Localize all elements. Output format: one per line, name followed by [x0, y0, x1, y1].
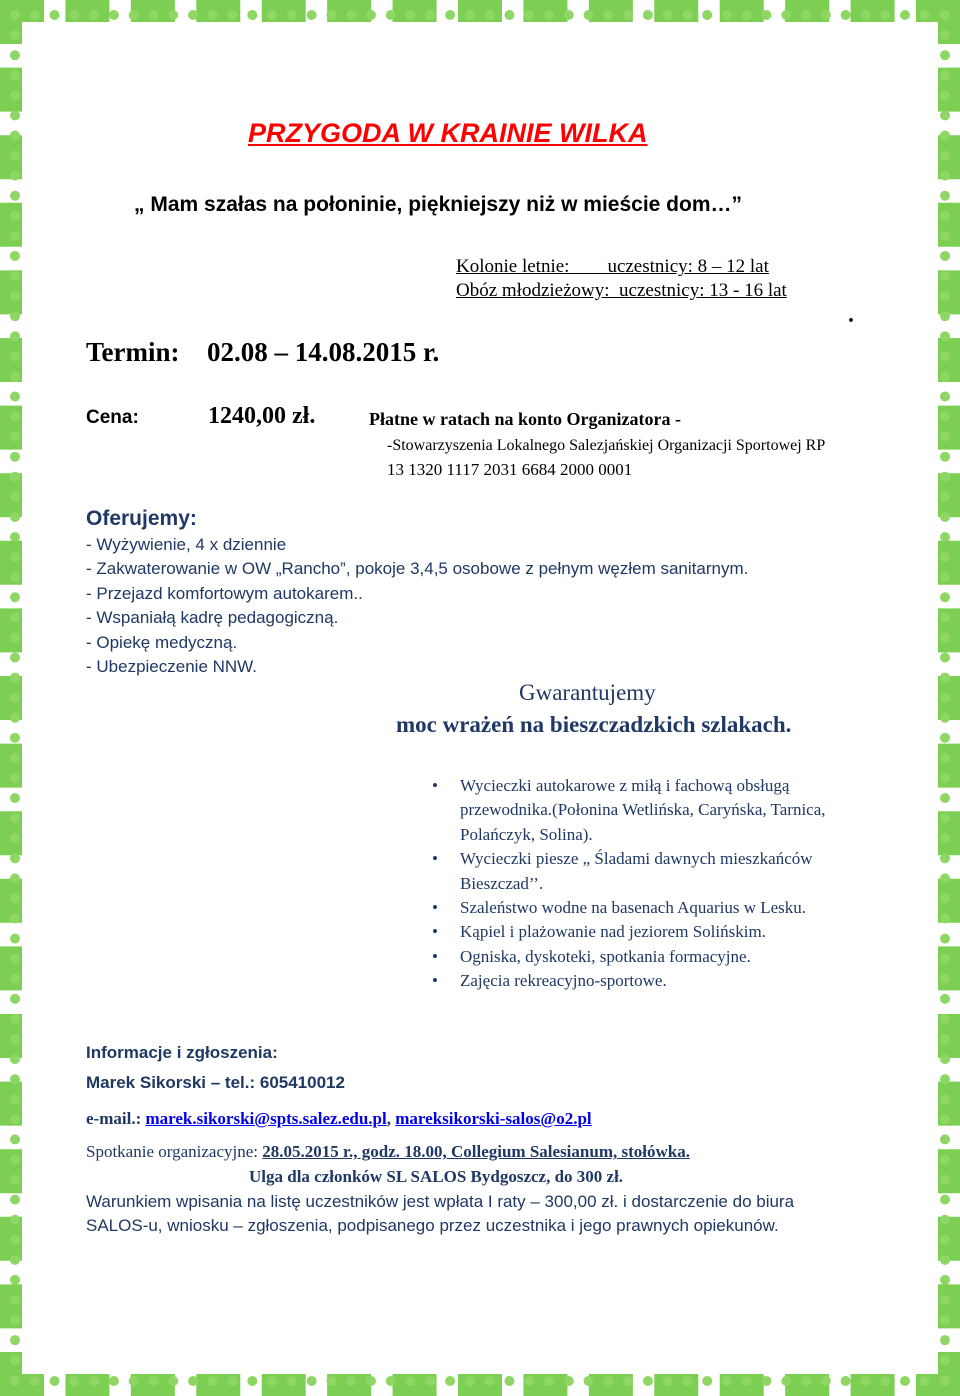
contact-person: Marek Sikorski – tel.: 605410012 — [86, 1073, 345, 1092]
email-link-primary[interactable]: marek.sikorski@spts.salez.edu.pl — [145, 1109, 387, 1128]
bullet-icon: • — [432, 849, 438, 869]
bullet-icon: • — [432, 776, 438, 795]
offer-item: - Opiekę medyczną. — [86, 632, 238, 652]
offer-item: - Wspaniałą kadrę pedagogiczną. — [86, 608, 339, 628]
meeting-details: 28.05.2015 r., godz. 18.00, Collegium Salesianum, stołówka. — [262, 1142, 690, 1161]
organization-name: -Stowarzyszenia Lokalnego Salezjańskiej Organizacji Sportowej RP — [387, 437, 826, 454]
meeting-label: Spotkanie organizacyjne: — [86, 1142, 258, 1161]
stray-dot: . — [848, 302, 854, 328]
email-separator: , — [386, 1109, 391, 1128]
bullet-icon: • — [432, 971, 438, 991]
email-line — [86, 1109, 592, 1129]
bullet-icon: • — [432, 946, 438, 966]
bullet-icon: • — [432, 898, 438, 918]
offer-list — [86, 533, 748, 679]
payment-note: Płatne w ratach na konto Organizatora - — [369, 409, 681, 429]
offer-heading: Oferujemy: — [86, 507, 197, 530]
motto: „ Mam szałas na połoninie, piękniejszy niż w mieście dom…” — [134, 193, 743, 216]
list-item: • Wycieczki piesze „ Śladami dawnych mieszkańców Bieszczad’’. — [432, 849, 813, 893]
email-label: e-mail.: — [86, 1109, 142, 1128]
contact-heading: Informacje i zgłoszenia: — [86, 1043, 278, 1062]
page-title: PRZYGODA W KRAINIE WILKA — [248, 118, 648, 148]
offer-item: - Przejazd komfortowym autokarem.. — [86, 583, 363, 603]
offer-item: - Zakwaterowanie w OW „Rancho”, pokoje 3,4,5 osobowe z pełnym węzłem sanitarnym. — [86, 559, 749, 579]
list-item: • Zajęcia rekreacyjno-sportowe. — [460, 969, 860, 993]
term-label: Termin: — [86, 337, 180, 367]
activities-list — [432, 774, 860, 994]
camp-type-youth: Obóz młodzieżowy: uczestnicy: 13 - 16 lat — [456, 280, 787, 301]
list-item: • Szaleństwo wodne na basenach Aquarius w Lesku. — [460, 896, 860, 920]
registration-condition: Warunkiem wpisania na listę uczestników jest wpłata I raty – 300,00 zł. i dostarczenie do biura SALOS-u, wniosku – zgłoszenia, podpisanego przez uczestnika i jego prawnych opiekunów. — [86, 1192, 795, 1235]
guarantee-subheading: moc wrażeń na bieszczadzkich szlakach. — [396, 712, 792, 737]
list-item: • Kąpiel i plażowanie nad jeziorem Solińskim. — [460, 920, 860, 944]
list-item: • Wycieczki autokarowe z miłą i fachową obsługą przewodnika.(Połonina Wetlińska, Caryńska, Tarnica, Polańczyk, Solina). — [432, 776, 826, 844]
price-label: Cena: — [86, 407, 139, 428]
email-link-secondary[interactable]: mareksikorski-salos@o2.pl — [395, 1109, 592, 1128]
price-value: 1240,00 zł. — [208, 403, 316, 429]
guarantee-heading: Gwarantujemy — [519, 680, 656, 705]
bank-account: 13 1320 1117 2031 6684 2000 0001 — [387, 460, 633, 479]
discount-note: Ulga dla członków SL SALOS Bydgoszcz, do 300 zł. — [249, 1167, 624, 1186]
term-value: 02.08 – 14.08.2015 r. — [207, 337, 440, 367]
bullet-icon: • — [432, 922, 438, 942]
term — [86, 337, 440, 368]
offer-item: - Ubezpieczenie NNW. — [86, 657, 258, 677]
camp-type-colony: Kolonie letnie: uczestnicy: 8 – 12 lat — [456, 256, 769, 277]
meeting-line — [86, 1142, 690, 1162]
offer-item: - Wyżywienie, 4 x dziennie — [86, 535, 287, 554]
list-item: • Ogniska, dyskoteki, spotkania formacyjne. — [460, 945, 860, 969]
